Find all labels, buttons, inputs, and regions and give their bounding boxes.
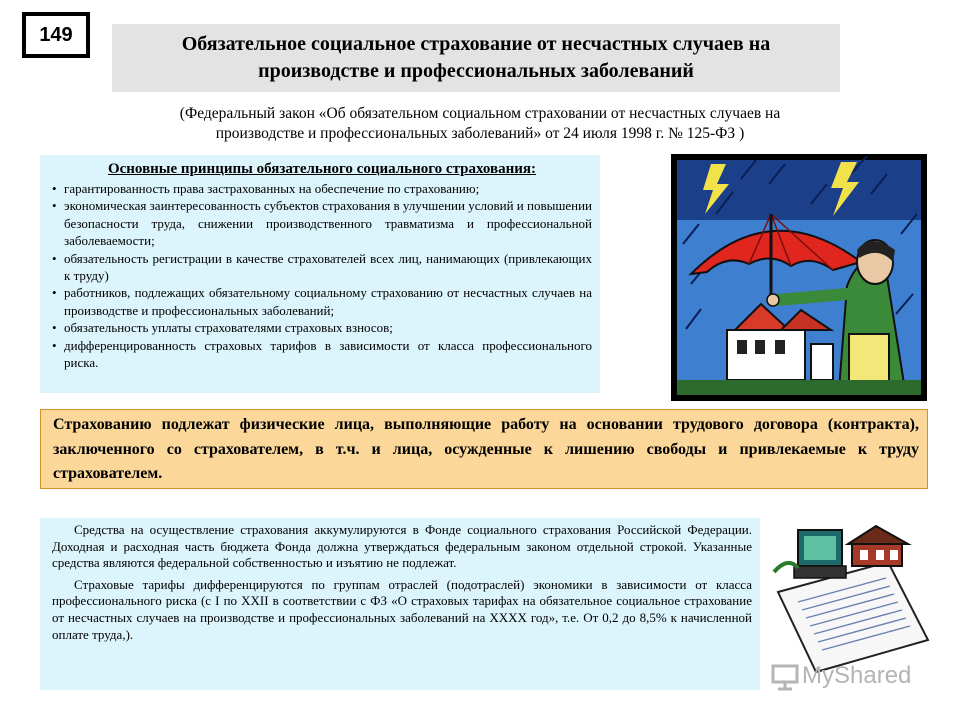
- bullet: •: [52, 198, 57, 214]
- principle-text: экономическая заинтересованность субъектов страхования в улучшении условий и повышении безопасности труда, снижении производственного травматизма и профессиональной заболеваемости;: [64, 198, 592, 249]
- watermark-text: MyShared: [802, 662, 912, 689]
- bullet: •: [52, 320, 57, 336]
- principle-text: дифференцированность страховых тарифов в зависимости от класса профессионального риска.: [64, 337, 592, 371]
- bullet: •: [52, 250, 57, 266]
- principle-text: обязательность уплаты страхователями страховых взносов;: [64, 320, 393, 336]
- law-reference-line-2: производстве и профессиональных заболеваний» от 24 июля 1998 г. № 125-ФЗ ): [215, 125, 745, 142]
- funds-paragraph-1: Средства на осуществление страхования аккумулируются в Фонде социального страхования Российской Федерации. Доходная и расходная часть бюджета Фонда должна утверждаться федеральным законом отдельной строкой. Указанные средства являются федеральной собственностью и изъятию не подлежат.: [52, 522, 752, 571]
- umbrella-illustration: [671, 154, 927, 401]
- principle-text: обязательность регистрации в качестве страхователей всех лиц, нанимающих (привлекающих к труду): [64, 250, 592, 284]
- funds-panel: [40, 518, 760, 690]
- list-item: [52, 250, 592, 285]
- page-title: [112, 24, 840, 92]
- list-item: [52, 180, 592, 197]
- slide-number: 149: [22, 12, 90, 58]
- funds-paragraph-2: Страховые тарифы дифференцируются по группам отраслей (подотраслей) экономики в зависимости от класса профессионального риска (с I по XXII в соответствии с ФЗ «О страховых тарифах на обязательное социальное страхование от несчастных случаев на производстве и профессиональных заболеваний на XXXX год», т.е. От 0,2 до 8,5% к начисленной оплате труда,).: [52, 576, 752, 642]
- title-line-1: Обязательное социальное страхование от несчастных случаев на: [181, 33, 771, 55]
- principles-panel: [40, 155, 600, 393]
- principles-heading: Основные принципы обязательного социального страхования:: [107, 161, 537, 177]
- law-reference: [100, 104, 860, 144]
- list-item: [52, 319, 592, 336]
- watermark: [770, 660, 911, 692]
- list-item: [52, 337, 592, 372]
- house-icon: [727, 330, 805, 380]
- principle-text: работников, подлежащих обязательному социальному страхованию от несчастных случаев на производстве и профессиональных заболеваний;: [64, 285, 592, 318]
- bullet: •: [52, 181, 57, 196]
- presentation-icon: [770, 661, 800, 691]
- document-icon: [849, 334, 889, 382]
- law-reference-line-1: (Федеральный закон «Об обязательном социальном страховании от несчастных случаев на: [179, 105, 781, 122]
- bullet: •: [52, 337, 57, 353]
- list-item: [52, 284, 592, 319]
- principle-text: гарантированность права застрахованных на обеспечение по страхованию;: [64, 181, 480, 196]
- insured-persons-notice: Страхованию подлежат физические лица, выполняющие работу на основании трудового договора (контракта), заключенного со страхователем, в т.ч. и лица, осужденные к лишению свободы и привлекаемые к труду страхователем.: [40, 409, 928, 489]
- title-line-2: производстве и профессиональных заболеваний: [258, 60, 694, 82]
- bullet: •: [52, 285, 57, 301]
- list-item: [52, 197, 592, 249]
- documents-illustration: [768, 522, 936, 674]
